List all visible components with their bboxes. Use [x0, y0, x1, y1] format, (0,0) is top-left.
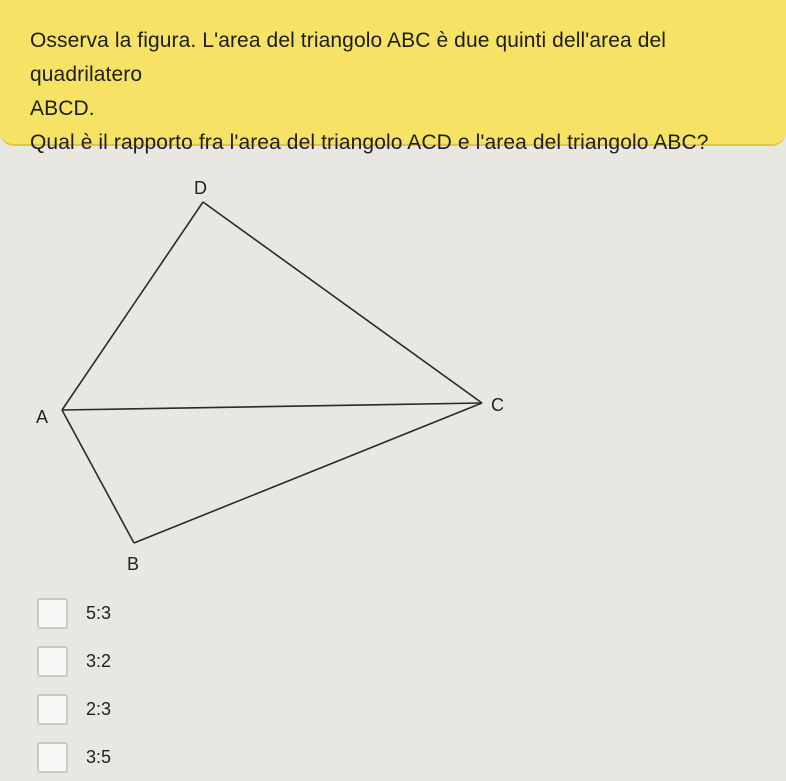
- question-panel: [0, 0, 786, 154]
- vertex-label-a: A: [36, 407, 49, 427]
- answer-options: [37, 589, 111, 781]
- segment-ad: [62, 202, 203, 410]
- answer-option[interactable]: [37, 733, 111, 781]
- answer-checkbox[interactable]: [37, 598, 68, 629]
- quadrilateral-figure: [0, 146, 786, 586]
- answer-option[interactable]: [37, 589, 111, 637]
- segment-ac: [62, 403, 482, 410]
- answer-label: 2:3: [86, 698, 112, 719]
- answer-option[interactable]: [37, 637, 111, 685]
- vertex-label-d: D: [194, 178, 207, 198]
- segment-dc: [203, 202, 482, 403]
- answer-checkbox[interactable]: [37, 646, 68, 677]
- vertex-label-b: B: [127, 554, 140, 574]
- answer-checkbox[interactable]: [37, 694, 68, 725]
- answer-checkbox[interactable]: [37, 742, 68, 773]
- question-text-line-3: Qual è il rapporto fra l'area del triangolo ACD e l'area del triangolo ABC?: [30, 131, 709, 154]
- segment-ab: [62, 410, 134, 543]
- answer-label: 5:3: [86, 602, 112, 623]
- answer-label: 3:2: [86, 650, 112, 671]
- segment-bc: [134, 403, 482, 543]
- question-text-line-2: ABCD.: [30, 97, 95, 120]
- answer-label: 3:5: [86, 746, 112, 767]
- question-text-line-1: Osserva la figura. L'area del triangolo ABC è due quinti dell'area del quadrilatero: [30, 29, 667, 86]
- answer-option[interactable]: [37, 685, 111, 733]
- vertex-label-c: C: [491, 395, 504, 415]
